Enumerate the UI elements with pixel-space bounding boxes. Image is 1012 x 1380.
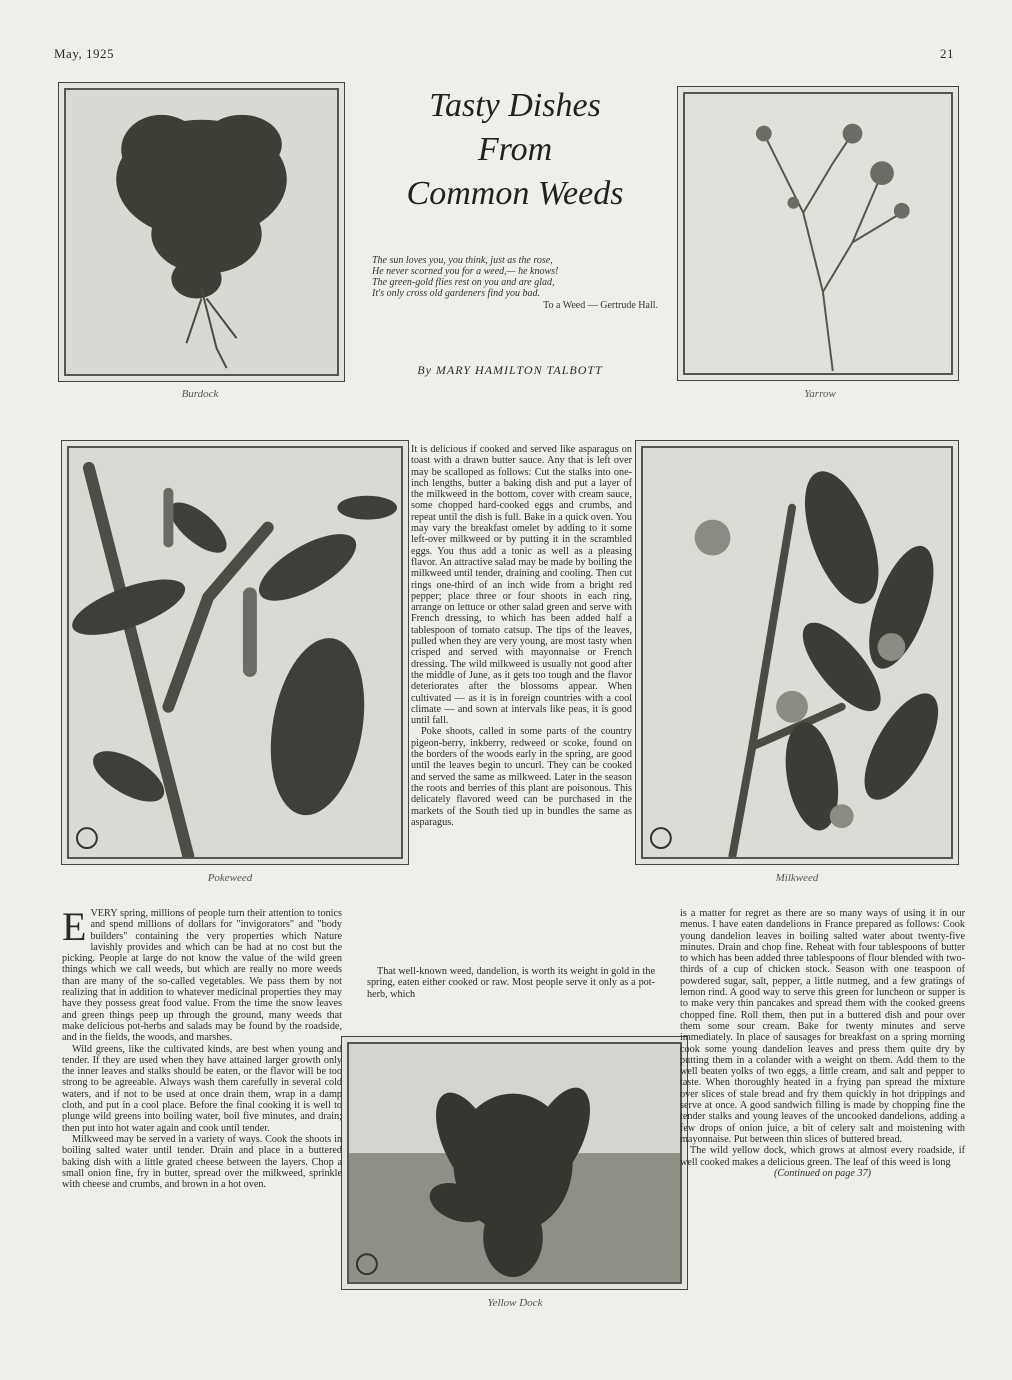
article-left-column [62, 904, 342, 1191]
paragraph-dandelion-intro: That well-known weed, dandelion, is worth its weight in gold in the spring, eaten either cooked or raw. Most people serve it only as a pot-herb, which [367, 966, 655, 1000]
issue-date: May, 1925 [54, 46, 114, 61]
continued-note: (Continued on page 37) [773, 1167, 872, 1179]
yarrow-caption: Yarrow [804, 388, 836, 400]
article-middle-column [411, 444, 632, 828]
page-number: 21 [940, 46, 954, 61]
yarrow-photo [677, 86, 959, 381]
paragraph-wild-greens: Wild greens, like the cultivated kinds, are best when young and tender. If they are used when they have attained larger growth only the inner leaves and stalks should be eaten, or the flavor will be too strong to be agreeable. Always wash them carefully in several cold waters, and if not to be used at once drain them, wrap in a damp cloth, and put in a cool place. Before the final cooking it is well to plunge wild greens into boiling water, boil five minutes, and drain; then put into hot water again and cook until tender. [62, 1043, 342, 1134]
article-title [370, 84, 660, 216]
paragraph-intro-text: VERY spring, millions of people turn their attention to tonics and spend millions of dollars for "invigorators" and "body builders" containing the very properties which Nature lavishly provides and which can be had at no cost but the picking. People at large do not know the value of the wild green things which we call weeds, but which are really no more weeds than are many of the so-called vegetables. We pass them by not realizing that in addition to whatever medicinal properties they may have they possess great food value. From the time the snow leaves and green things peep up through the ground, many weeds that make delicious pot-herbs and salads may be found by the roadside, and in the fields, the woods, and marshes. [62, 908, 342, 1044]
title-line-3: Common Weeds [406, 175, 624, 212]
drop-cap: E [62, 904, 87, 949]
poem-line-1: The sun loves you, you think, just as the rose, [372, 255, 553, 266]
burdock-caption: Burdock [181, 388, 219, 400]
paragraph-intro [62, 904, 342, 1044]
title-line-1: Tasty Dishes [429, 87, 601, 124]
milkweed-photo [635, 440, 959, 865]
paragraph-dandelion-recipes: is a matter for regret as there are so many ways of using it in our menus. I have eaten dandelions in France prepared as follows: Cook young dandelion leaves in boiling salted water about twenty-five minutes. Drain and chop fine. Reheat with four tablespoons of butter to which has been added three tablespoons of flour blended with two-thirds of a cup of chicken stock. Season with one teaspoon of powdered sugar, salt, pepper, a little nutmeg, and a few gratings of lemon rind. A good way to serve this green for luncheon or supper is to make very thin pancakes and spread them with the cooked greens chopped fine. Roll them, then put in a buttered dish and pour over them some sour cream. Bake for twenty minutes and serve immediately. In place of sausages for breakfast on a spring morning cook some young dandelion leaves and press them quite dry by putting them in a colander with a weight on them. Add them to the well beaten yolks of two eggs, a little cream, and salt and pepper to taste. When thoroughly heated in a frying pan spread the mixture over slices of stale bread and fry them quickly in hot drippings and serve at once. A good sandwich filling is made by chopping fine the tender stalks and young leaves of the uncooked dandelions, adding a few drops of onion juice, a bit of celery salt and moistening with mayonnaise. Put between thin slices of buttered bread. [680, 908, 965, 1145]
pokeweed-caption: Pokeweed [207, 872, 253, 884]
yellow-dock-photo [341, 1036, 688, 1290]
epigraph-poem [368, 255, 658, 311]
pokeweed-photo [61, 440, 409, 865]
article-middle-continuation [367, 966, 655, 1000]
poem-line-3: The green-gold flies rest on you and are glad, [372, 277, 555, 288]
burdock-photo [58, 82, 345, 382]
title-line-2: From [477, 131, 553, 168]
poem-line-2: He never scorned you for a weed,— he knows! [372, 266, 559, 277]
milkweed-caption: Milkweed [775, 872, 819, 884]
paragraph-yellow-dock: The wild yellow dock, which grows at almost every roadside, if well cooked makes a delicious green. The leaf of this weed is long [680, 1145, 965, 1168]
byline: By MARY HAMILTON TALBOTT [417, 363, 603, 377]
poem-line-4: It's only cross old gardeners find you bad. [372, 288, 541, 299]
paragraph-milkweed-recipes: It is delicious if cooked and served like asparagus on toast with a drawn butter sauce. Any that is left over may be scalloped as follows: Cut the stalks into one-inch lengths, butter a baking dish and put a layer of the milkweed in the bottom, cover with cream sauce, some chopped hard-cooked eggs and crumbs, and repeat until the dish is full. Bake in a quick oven. You may vary the breakfast omelet by adding to it some left-over milkweed or by putting it in the scrambled eggs. You thus add a tonic as well as a pleasing flavor. An attractive salad may be made by boiling the milkweed until tender, draining and cooling. Then cut rings one-third of an inch wide from a bright red pepper; place three or four shoots in each ring, arrange on lettuce or other salad green and serve with French dressing, to which has been added half a tablespoon of tomato catsup. The tips of the leaves, pulled when they are very young, are most tasty when crisped and served with mayonnaise or French dressing. The wild milkweed is usually not good after the middle of June, as it gets too tough and the flavor deteriorates after the blossoms appear. When cultivated — as it is in foreign countries with a cool climate — and sown at intervals like peas, it is good until fall. [411, 444, 632, 727]
poem-attribution: To a Weed — Gertrude Hall. [543, 300, 658, 311]
paragraph-milkweed: Milkweed may be served in a variety of ways. Cook the shoots in boiling salted water until tender. Drain and place in a buttered baking dish with a little grated cheese between the layers. Chop a small onion fine, fry in butter, spread over the milkweed, sprinkle with cheese and crumbs, and brown in a hot oven. [62, 1133, 342, 1191]
paragraph-poke-shoots: Poke shoots, called in some parts of the country pigeon-berry, inkberry, redweed or scoke, found on the borders of the woods early in the spring, are good until the leaves begin to uncurl. They can be cooked and served the same as milkweed. Later in the season the roots and berries of this plant are poisonous. This delicately flavored weed can be purchased in the markets of the South tied up in bundles the same as asparagus. [411, 726, 632, 828]
yellow-dock-caption: Yellow Dock [487, 1297, 543, 1309]
article-right-column [680, 908, 965, 1179]
